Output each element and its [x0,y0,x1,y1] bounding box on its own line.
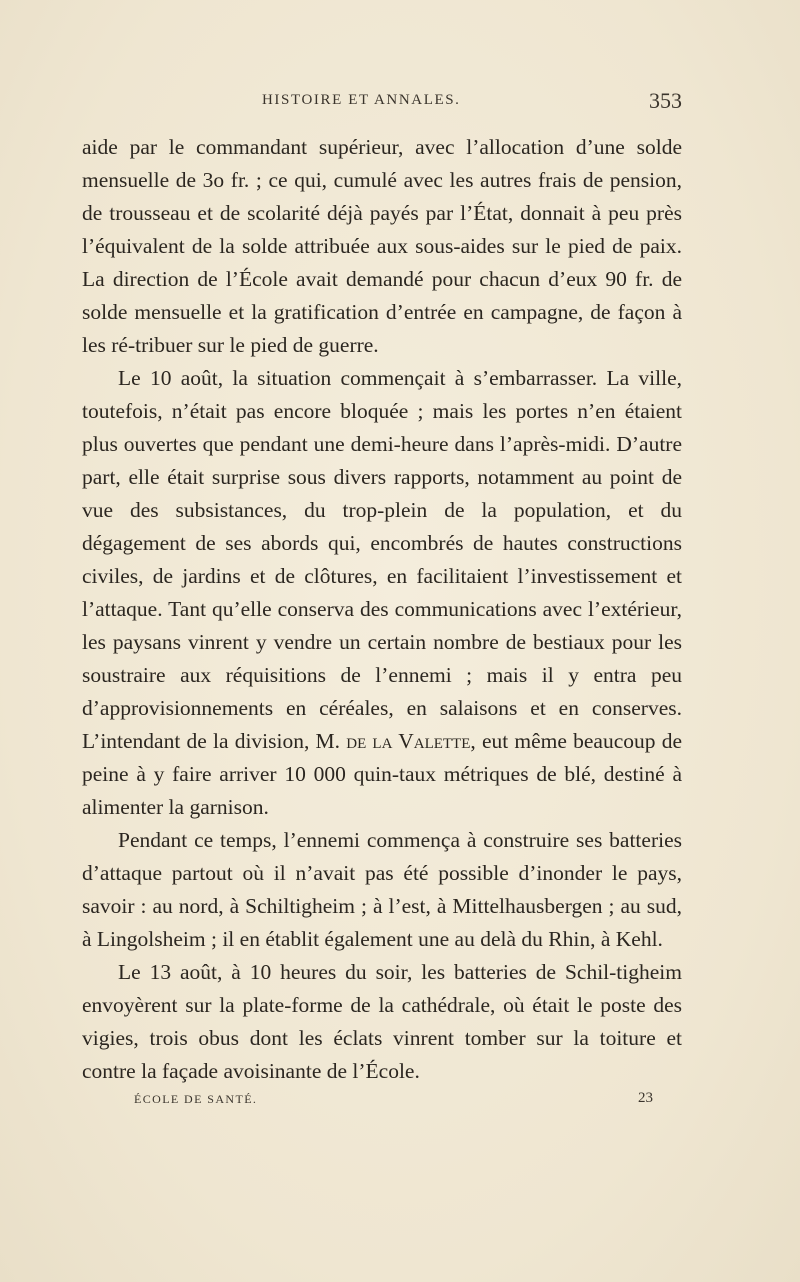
page-footer [82,1092,682,1112]
body-text [82,131,682,1088]
paragraph-2 [82,362,682,824]
paragraph-2-text-after: , eut même beaucoup de peine à y faire arriver 10 000 quin-taux métriques de blé, destiné à alimenter la garnison. [82,729,682,819]
page-number: 353 [649,88,682,113]
running-title: HISTOIRE ET ANNALES. [262,92,461,108]
paragraph-3: Pendant ce temps, l’ennemi commença à construire ses batteries d’attaque partout où il n’avait pas été possible d’inonder le pays, savoir : au nord, à Schiltigheim ; à l’est, à Mittelhausbergen ; au sud, à Lingolsheim ; il en établit également une au delà du Rhin, à Kehl. [82,828,682,951]
paragraph-2-text-before: Le 10 août, la situation commençait à s’embarrasser. La ville, toutefois, n’était pas encore bloquée ; mais les portes n’en étaient plus ouvertes que pendant une demi-heure dans l’après-midi. D’autre part, elle était surprise sous divers rapports, notamment au point de vue des subsistances, du trop-plein de la population, et du dégagement de ses abords qui, encombrés de hautes constructions civiles, de jardins et de clôtures, en facilitaient l’investissement et l’attaque. Tant qu’elle conserva des communications avec l’extérieur, les paysans vinrent y vendre un certain nombre de bestiaux pour les soustraire aux réquisitions de l’ennemi ; mais il y entra peu d’approvisionnements en céréales, en salaisons et en conserves. L’intendant de la division, M. [82,366,682,753]
paragraph-1: aide par le commandant supérieur, avec l’allocation d’une solde mensuelle de 3o fr. ; ce qui, cumulé avec les autres frais de pension, de trousseau et de scolarité déjà payés par l’État, donnait à peu près l’équivalent de la solde attribuée aux sous-aides sur le pied de paix. La direction de l’École avait demandé pour chacun d’eux 90 fr. de solde mensuelle et la gratification d’entrée en campagne, de façon à les ré-tribuer sur le pied de guerre. [82,135,682,357]
paragraph-4: Le 13 août, à 10 heures du soir, les batteries de Schil-tigheim envoyèrent sur la plate-forme de la cathédrale, où était le poste des vigies, trois obus dont les éclats vinrent tomber sur la toiture et contre la façade avoisinante de l’École. [82,960,682,1083]
footer-signature: ÉCOLE DE SANTÉ. [134,1092,258,1106]
intendant-name: de la Valette [346,729,471,753]
footer-signature-mark: 23 [638,1090,653,1106]
running-head [82,88,682,116]
